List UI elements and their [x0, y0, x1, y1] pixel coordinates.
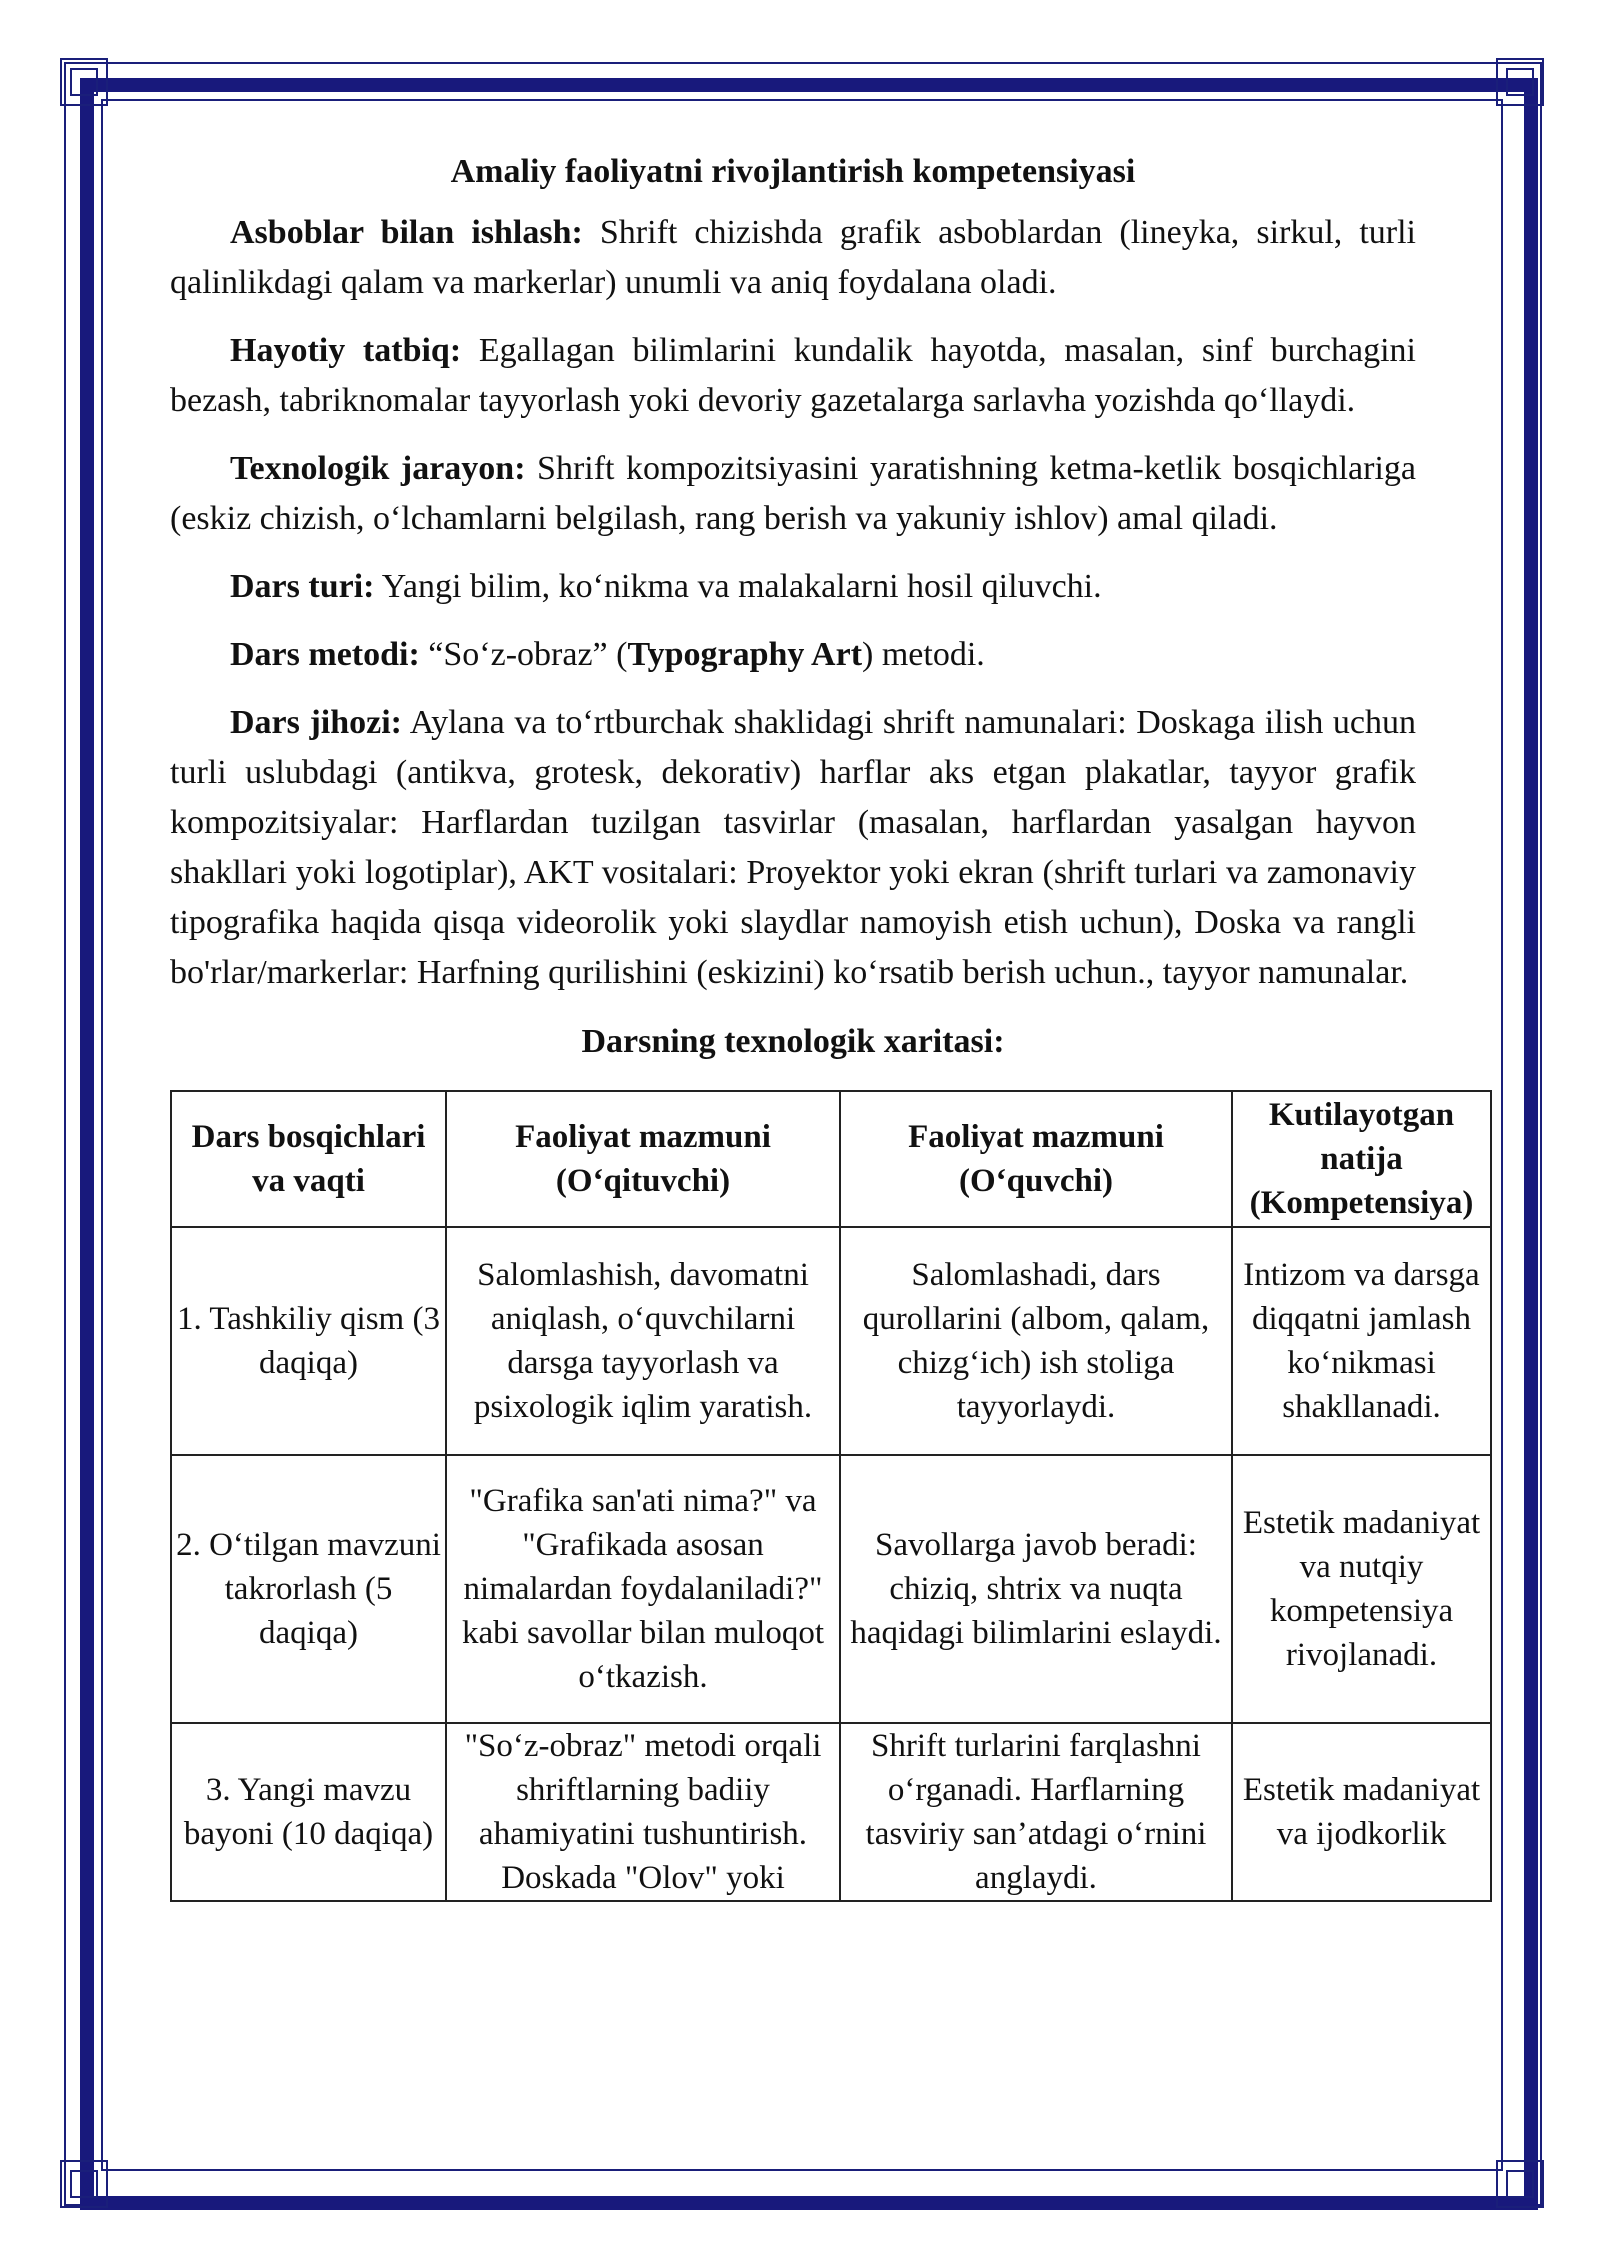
table-cell: 1. Tashkiliy qism (3 daqiqa) [171, 1227, 446, 1455]
table-cell: Salomlashish, davomatni aniqlash, o‘quvchilarni darsga tayyorlash va psixologik iqlim yaratish. [446, 1227, 840, 1455]
header-expected-result: Kutilayotgan natija (Kompetensiya) [1232, 1091, 1491, 1227]
paragraph-label: Asboblar bilan ishlash: [230, 214, 583, 251]
paragraph-text: Shrift kompozitsiyasini yaratishning ketma-ketlik bosqichlariga (eskiz chizish, o‘lchamlarni belgilash, rang berish va yakuniy ishlov) amal qiladi. [170, 450, 1416, 537]
border-corner-ornament [60, 2160, 108, 2208]
border-corner-ornament [60, 58, 108, 106]
table-cell: "So‘z-obraz" metodi orqali shriftlarning badiiy ahamiyatini tushuntirish. Doskada "Olov" yoki [446, 1723, 840, 1901]
table-cell: Estetik madaniyat va ijodkorlik [1232, 1723, 1491, 1901]
paragraph-label: Texnologik jarayon: [230, 450, 526, 487]
table-row [171, 1227, 1491, 1455]
table-row [171, 1455, 1491, 1723]
document-body [170, 150, 1481, 1902]
table-cell: Salomlashadi, dars qurollarini (albom, qalam, chizg‘ich) ish stoliga tayyorlaydi. [840, 1227, 1232, 1455]
paragraph-text: Yangi bilim, ko‘nikma va malakalarni hosil qiluvchi. [374, 568, 1102, 605]
paragraph-text: Egallagan bilimlarini kundalik hayotda, masalan, sinf burchagini bezash, tabriknomalar tayyorlash yoki devoriy gazetalarga sarlavha yozishda qo‘llaydi. [170, 332, 1416, 419]
paragraph-equipment [170, 698, 1416, 998]
paragraph-label: Hayotiy tatbiq: [230, 332, 462, 369]
table-header-row [171, 1091, 1491, 1227]
header-stages: Dars bosqichlari va vaqti [171, 1091, 446, 1227]
table-cell: 2. O‘tilgan mavzuni takrorlash (5 daqiqa) [171, 1455, 446, 1723]
table-row [171, 1723, 1491, 1901]
paragraph-text: “So‘z-obraz” ( [419, 636, 628, 673]
lesson-map-table [170, 1090, 1492, 1902]
paragraph-text: Aylana va to‘rtburchak shaklidagi shrift namunalari: Doskaga ilish uchun turli uslubdagi (antikva, grotesk, dekorativ) harflar aks etgan plakatlar, tayyor grafik kompozitsiyalar: Harflardan tuzilgan tasvirlar (masalan, harflardan yasalgan hayvon shakllari yoki logotiplar), AKT vositalari: Proyektor yoki ekran (shrift turlari va zamonaviy tipografika haqida qisqa videorolik yoki slaydlar namoyish etish uchun), Doska va rangli bo'rlar/markerlar: Harfning qurilishini (eskizini) ko‘rsatib berish uchun., tayyor namunalar. [170, 704, 1416, 991]
table-cell: Estetik madaniyat va nutqiy kompetensiya rivojlanadi. [1232, 1455, 1491, 1723]
border-corner-ornament [1496, 2160, 1544, 2208]
paragraph-text: Shrift chizishda grafik asboblardan (lineyka, sirkul, turli qalinlikdagi qalam va markerlar) unumli va aniq foydalana oladi. [170, 214, 1416, 301]
border-corner-ornament [1496, 58, 1544, 106]
table-cell: Intizom va darsga diqqatni jamlash ko‘nikmasi shakllanadi. [1232, 1227, 1491, 1455]
table-cell: Shrift turlarini farqlashni o‘rganadi. Harflarning tasviriy san’atdagi o‘rnini anglaydi. [840, 1723, 1232, 1901]
paragraph-tools [170, 208, 1416, 308]
paragraph-lesson-type [170, 562, 1416, 612]
header-student-activity: Faoliyat mazmuni (O‘quvchi) [840, 1091, 1232, 1227]
paragraph-label: Dars metodi: [230, 636, 420, 673]
table-cell: Savollarga javob beradi: chiziq, shtrix va nuqta haqidagi bilimlarini eslaydi. [840, 1455, 1232, 1723]
paragraph-text: ) metodi. [862, 636, 985, 673]
paragraph-lesson-method [170, 630, 1416, 680]
paragraph-label: Dars turi: [230, 568, 375, 605]
header-teacher-activity: Faoliyat mazmuni (O‘qituvchi) [446, 1091, 840, 1227]
section-title: Amaliy faoliyatni rivojlantirish kompetensiyasi [450, 153, 1136, 190]
table-cell: "Grafika san'ati nima?" va "Grafikada asosan nimalardan foydalaniladi?" kabi savollar bilan muloqot o‘tkazish. [446, 1455, 840, 1723]
table-cell: 3. Yangi mavzu bayoni (10 daqiqa) [171, 1723, 446, 1901]
paragraph-life-application [170, 326, 1416, 426]
paragraph-tech-process [170, 444, 1416, 544]
table-title: Darsning texnologik xaritasi: [581, 1023, 1005, 1060]
method-name: Typography Art [627, 636, 863, 673]
paragraph-label: Dars jihozi: [230, 704, 402, 741]
